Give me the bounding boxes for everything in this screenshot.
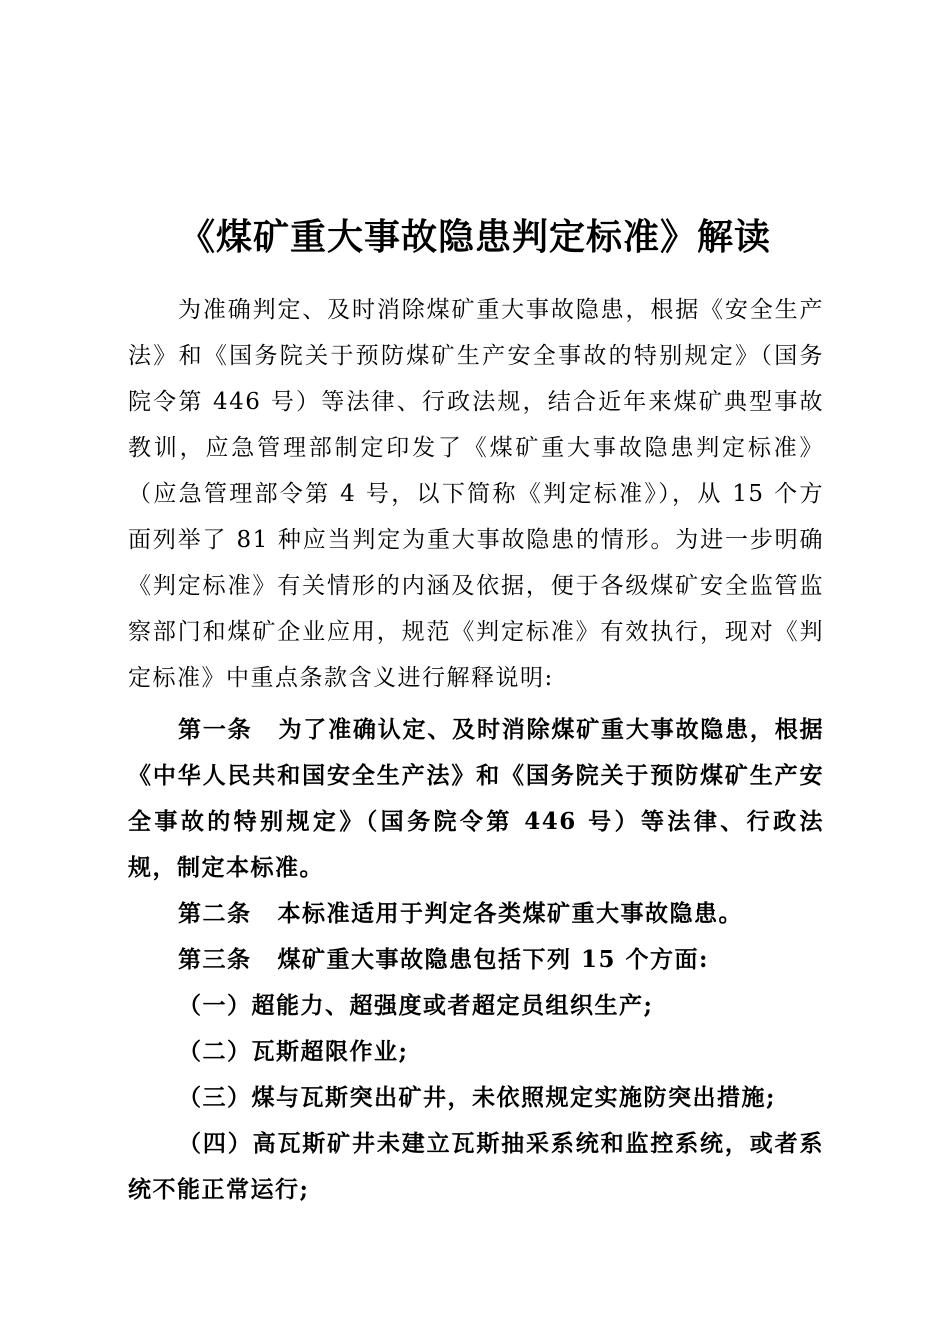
document-body — [128, 287, 824, 1213]
article-number: 第二条 — [178, 900, 252, 927]
document-title: 《煤矿重大事故隐患判定标准》解读 — [178, 217, 771, 259]
article-text: 煤矿重大事故隐患包括下列 15 个方面: — [277, 946, 710, 973]
article-3 — [128, 937, 824, 983]
list-item: （一）超能力、超强度或者超定员组织生产; — [178, 992, 654, 1019]
list-item: （三）煤与瓦斯突出矿井，未依照规定实施防突出措施; — [178, 1084, 776, 1111]
list-item: （二）瓦斯超限作业; — [178, 1038, 409, 1065]
article-number: 第一条 — [178, 716, 253, 743]
list-item: （四）高瓦斯矿井未建立瓦斯抽采系统和监控系统，或者系统不能正常运行; — [128, 1130, 824, 1203]
intro-paragraph: 为准确判定、及时消除煤矿重大事故隐患，根据《安全生产法》和《国务院关于预防煤矿生产安全事故的特别规定》（国务院令第 446 号）等法律、行政法规，结合近年来煤矿典型事故教训，应急管理部制定印发了《煤矿重大事故隐患判定标准》（应急管理部令第 4 号，以下简称《判定标准》），从 15 个方面列举了 81 种应当判定为重大事故隐患的情形。为进一步明确《判定标准》有关情形的内涵及依据，便于各级煤矿安全监管监察部门和煤矿企业应用，规范《判定标准》有效执行，现对《判定标准》中重点条款含义进行解释说明: — [128, 297, 824, 691]
article-text: 本标准适用于判定各类煤矿重大事故隐患。 — [277, 900, 743, 927]
article-text: 为了准确认定、及时消除煤矿重大事故隐患，根据《中华人民共和国安全生产法》和《国务院关于预防煤矿生产安全事故的特别规定》（国务院令第 446 号）等法律、行政法规，制定本标准。 — [128, 716, 824, 881]
article-number: 第三条 — [178, 946, 252, 973]
article-2 — [128, 891, 824, 937]
article-1 — [128, 707, 824, 891]
